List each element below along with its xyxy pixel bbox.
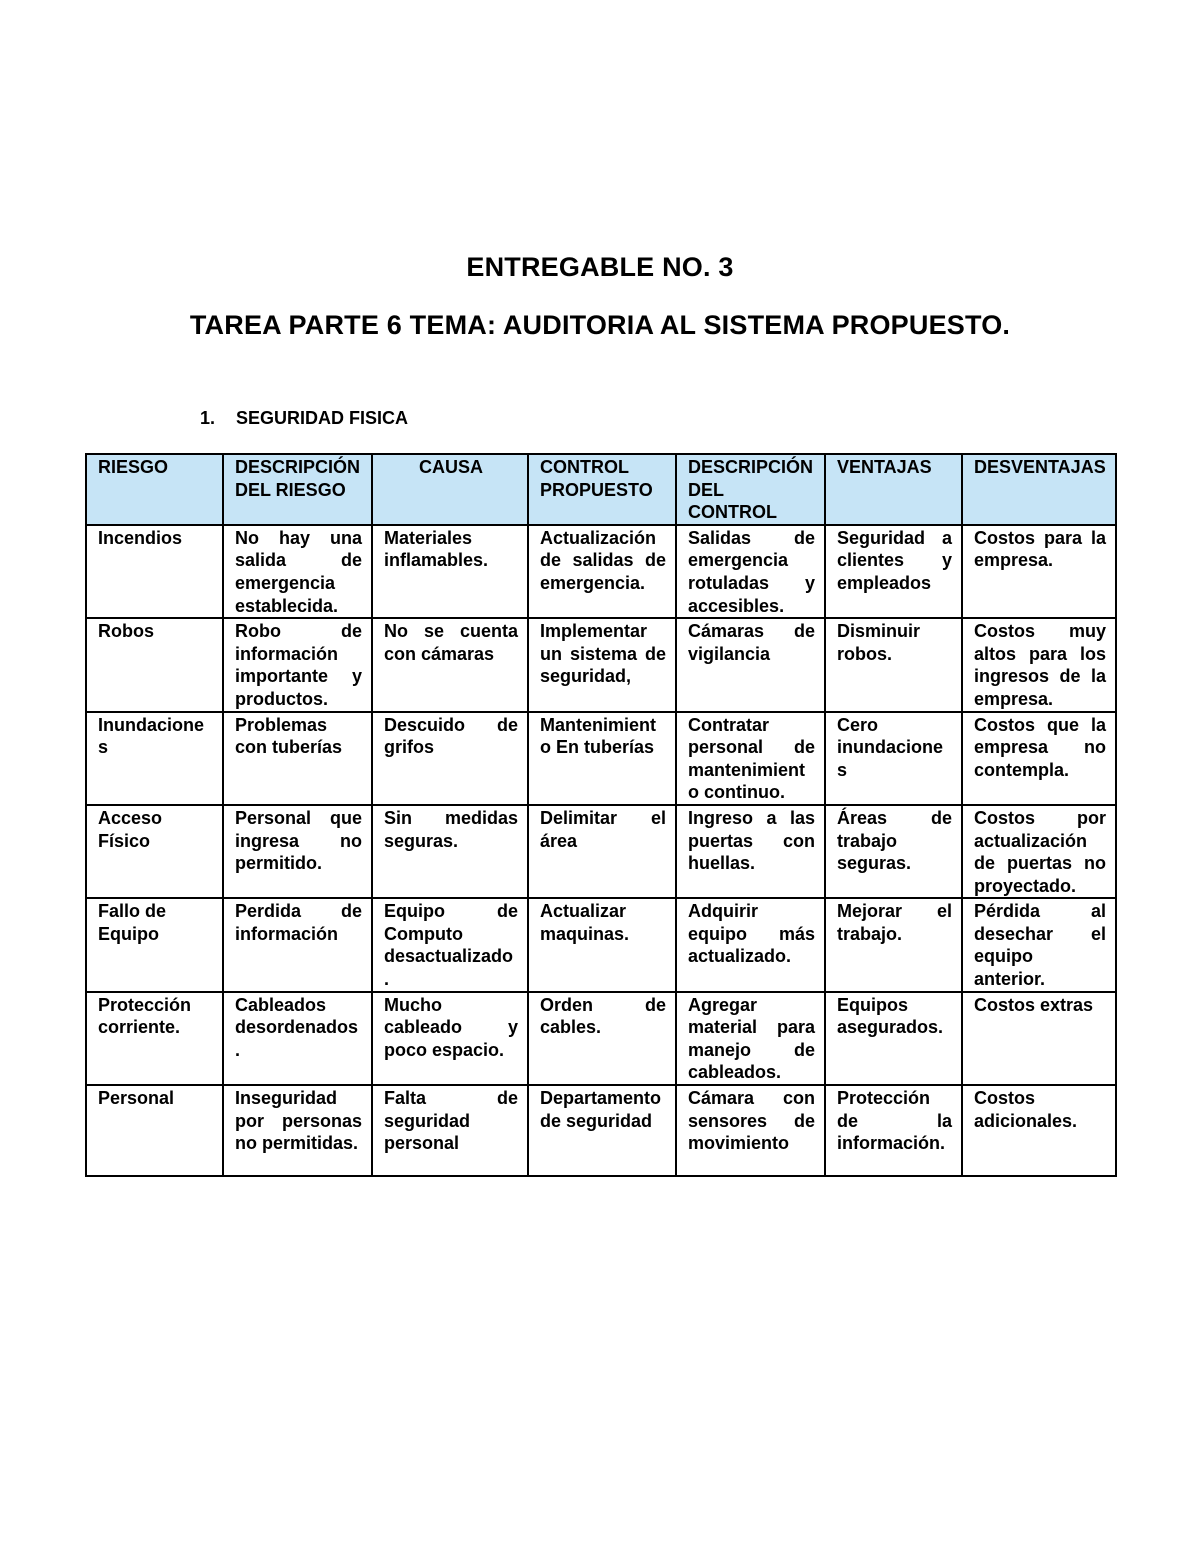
table-cell: Costos que la empresa no contempla.: [962, 712, 1116, 805]
table-cell: Equipo de Computo desactualizado.: [372, 898, 528, 991]
table-cell: Costos muy altos para los ingresos de la empresa.: [962, 618, 1116, 711]
table-row: [86, 898, 1116, 991]
table-cell: Personal que ingresa no permitido.: [223, 805, 372, 898]
header-riesgo: RIESGO: [86, 454, 223, 525]
table-header-row: [86, 454, 1116, 525]
table-cell: Mantenimiento En tuberías: [528, 712, 676, 805]
document-subtitle: TAREA PARTE 6 TEMA: AUDITORIA AL SISTEMA PROPUESTO.: [189, 310, 1011, 340]
table-cell: Orden de cables.: [528, 992, 676, 1085]
table-cell: Costos adicionales.: [962, 1085, 1116, 1176]
table-cell: Seguridad a clientes y empleados: [825, 525, 962, 618]
table-cell: Pérdida al desechar el equipo anterior.: [962, 898, 1116, 991]
table-cell: Robo de información importante y productos.: [223, 618, 372, 711]
section-number: 1.: [200, 408, 216, 428]
table-cell: Materiales inflamables.: [372, 525, 528, 618]
table-cell: Fallo de Equipo: [86, 898, 223, 991]
table-cell: Delimitar el área: [528, 805, 676, 898]
table-cell: Sin medidas seguras.: [372, 805, 528, 898]
table-cell: Salidas de emergencia rotuladas y accesibles.: [676, 525, 825, 618]
table-cell: Implementar un sistema de seguridad,: [528, 618, 676, 711]
table-cell: Contratar personal de mantenimiento continuo.: [676, 712, 825, 805]
table-cell: Cámaras de vigilancia: [676, 618, 825, 711]
table-cell: No hay una salida de emergencia establecida.: [223, 525, 372, 618]
table-cell: Costos por actualización de puertas no proyectado.: [962, 805, 1116, 898]
header-ventajas: VENTAJAS: [825, 454, 962, 525]
table-cell: Protección de la información.: [825, 1085, 962, 1176]
table-cell: Descuido de grifos: [372, 712, 528, 805]
table-cell: Inseguridad por personas no permitidas.: [223, 1085, 372, 1176]
table-cell: Incendios: [86, 525, 223, 618]
table-row: [86, 618, 1116, 711]
table-cell: Ingreso a las puertas con huellas.: [676, 805, 825, 898]
table-cell: Equipos asegurados.: [825, 992, 962, 1085]
table-cell: Cámara con sensores de movimiento: [676, 1085, 825, 1176]
table-cell: Cableados desordenados.: [223, 992, 372, 1085]
table-row: [86, 1085, 1116, 1176]
table-cell: Costos extras: [962, 992, 1116, 1085]
risk-table: [85, 453, 1117, 1177]
table-row: [86, 992, 1116, 1085]
table-row: [86, 712, 1116, 805]
table-cell: Adquirir equipo más actualizado.: [676, 898, 825, 991]
section-title: SEGURIDAD FISICA: [236, 408, 409, 428]
table-cell: Agregar material para manejo de cableados.: [676, 992, 825, 1085]
header-descripcion-riesgo: DESCRIPCIÓN DEL RIESGO: [223, 454, 372, 525]
table-cell: Inundaciones: [86, 712, 223, 805]
section-heading: [200, 408, 408, 429]
table-cell: Personal: [86, 1085, 223, 1176]
header-descripcion-control: DESCRIPCIÓN DEL CONTROL: [676, 454, 825, 525]
table-cell: Protección corriente.: [86, 992, 223, 1085]
header-desventajas: DESVENTAJAS: [962, 454, 1116, 525]
table-cell: Áreas de trabajo seguras.: [825, 805, 962, 898]
table-cell: Actualizar maquinas.: [528, 898, 676, 991]
table-cell: Acceso Físico: [86, 805, 223, 898]
table-cell: Mucho cableado y poco espacio.: [372, 992, 528, 1085]
table-row: [86, 805, 1116, 898]
table-cell: Disminuir robos.: [825, 618, 962, 711]
table-cell: Problemas con tuberías: [223, 712, 372, 805]
table-cell: No se cuenta con cámaras: [372, 618, 528, 711]
table-cell: Falta de seguridad personal: [372, 1085, 528, 1176]
table-cell: Robos: [86, 618, 223, 711]
table-row: [86, 525, 1116, 618]
table-cell: Departamento de seguridad: [528, 1085, 676, 1176]
document-title: ENTREGABLE NO. 3: [466, 252, 734, 282]
table-cell: Mejorar el trabajo.: [825, 898, 962, 991]
header-causa: CAUSA: [372, 454, 528, 525]
header-control-propuesto: CONTROL PROPUESTO: [528, 454, 676, 525]
table-cell: Perdida de información: [223, 898, 372, 991]
table-cell: Costos para la empresa.: [962, 525, 1116, 618]
table-cell: Cero inundaciones: [825, 712, 962, 805]
table-cell: Actualización de salidas de emergencia.: [528, 525, 676, 618]
